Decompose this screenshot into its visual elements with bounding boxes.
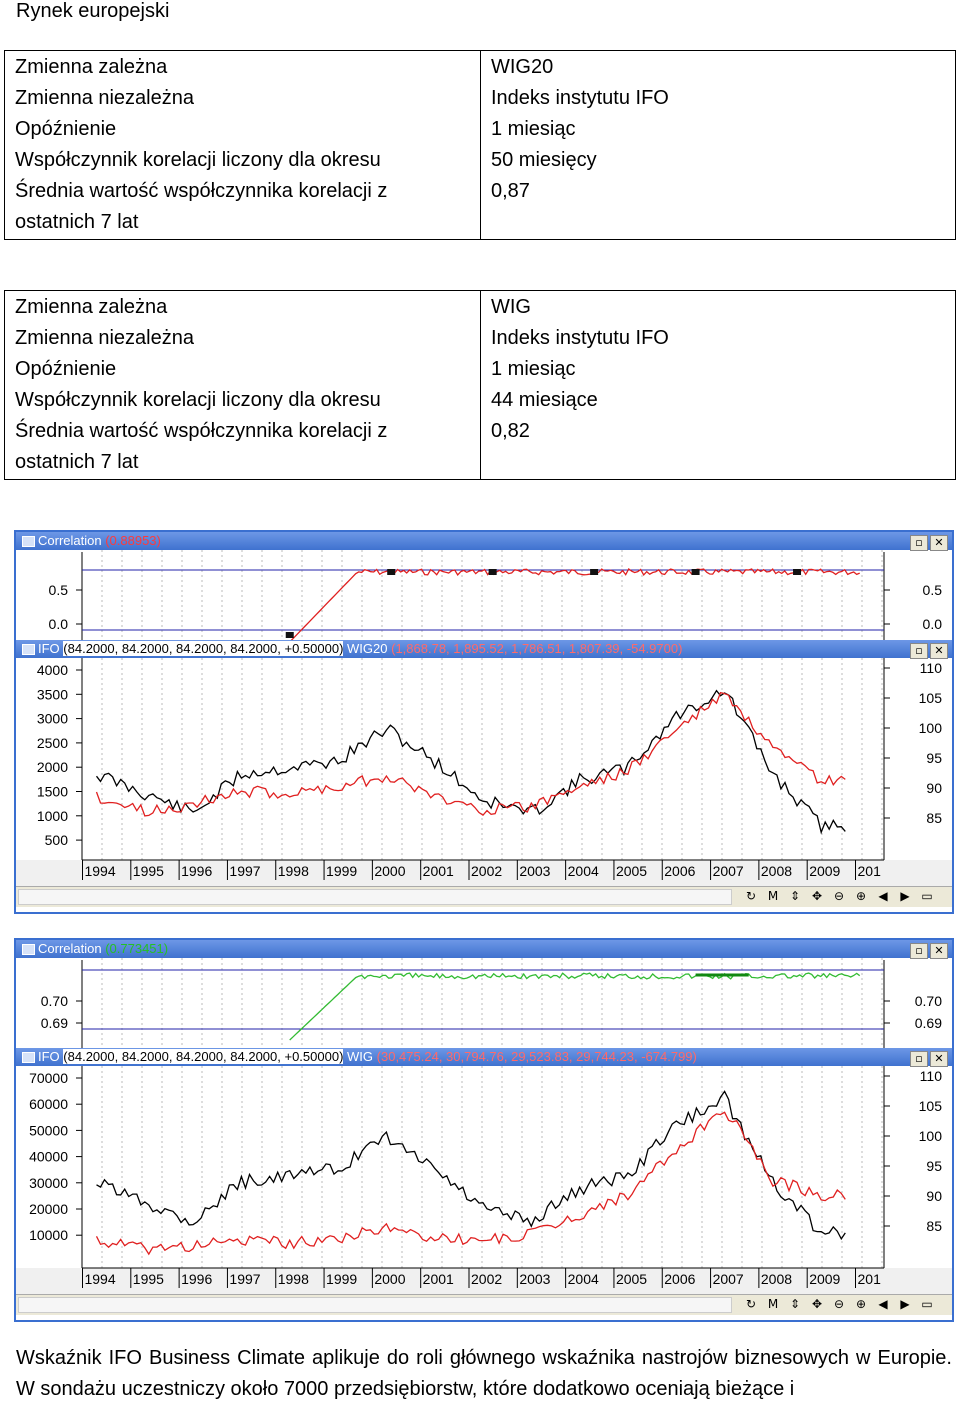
left-axis-tick: 1500 xyxy=(36,783,68,800)
key-independent: Zmienna niezależna xyxy=(15,87,194,109)
corr-value: (0.773451) xyxy=(105,941,169,956)
value-dependent: WIG xyxy=(491,296,531,318)
key-dependent: Zmienna zależna xyxy=(15,56,168,78)
year-label: 1998 xyxy=(277,1271,309,1287)
corr-marker xyxy=(590,569,598,575)
year-label: 2006 xyxy=(664,1271,696,1287)
refresh-icon[interactable]: ↻ xyxy=(745,1297,757,1311)
left-axis-tick: 40000 xyxy=(29,1148,68,1165)
params-values xyxy=(481,291,956,480)
updown-icon[interactable]: ⇕ xyxy=(789,1297,801,1311)
body-paragraph: Wskaźnik IFO Business Climate aplikuje do roli głównego wskaźnika nastrojów biznesowych w Europie. W sondażu uczestniczy około 7000 przedsiębiorstw, które dodatkowo oceniają bieżące i xyxy=(16,1347,952,1400)
year-label: 2007 xyxy=(712,1271,744,1287)
left-axis-tick: 2500 xyxy=(36,734,68,751)
corr-tick-right: 0.69 xyxy=(914,1015,942,1031)
correlation-pane-title xyxy=(16,532,952,550)
year-label: 2004 xyxy=(567,1271,599,1287)
price-plot xyxy=(16,658,952,886)
corr-marker xyxy=(692,569,700,575)
corr-background xyxy=(16,550,952,640)
year-label: 1996 xyxy=(181,1271,213,1287)
corr-tick-left: 0.0 xyxy=(48,616,68,632)
index-values: (1,868.78, 1,895.52, 1,786.51, 1,807.39, -54.9700) xyxy=(391,641,683,656)
horizontal-scrollbar[interactable] xyxy=(18,1297,732,1313)
value-lag: 1 miesiąc xyxy=(491,358,576,380)
year-label: 2000 xyxy=(374,1271,406,1287)
left-axis-tick: 10000 xyxy=(29,1227,68,1244)
horizontal-scrollbar[interactable] xyxy=(18,889,732,905)
corr-tick-left: 0.69 xyxy=(40,1015,68,1031)
m-icon[interactable]: M xyxy=(767,1297,779,1311)
restore-icon[interactable]: ▫ xyxy=(910,643,928,659)
params-keys xyxy=(5,51,481,240)
year-label: 1996 xyxy=(181,863,213,879)
pane-icon xyxy=(22,644,35,655)
correlation-plot xyxy=(16,958,952,1048)
corr-marker xyxy=(387,569,395,575)
page-heading: Rynek europejski xyxy=(16,0,170,22)
left-axis-tick: 70000 xyxy=(29,1070,68,1086)
year-label: 2009 xyxy=(809,1271,841,1287)
value-lag: 1 miesiąc xyxy=(491,118,576,140)
m-icon[interactable]: M xyxy=(767,889,779,903)
restore-icon[interactable]: ▫ xyxy=(910,535,928,551)
correlation-pane-title xyxy=(16,940,952,958)
chart-toolbar xyxy=(16,886,952,907)
index-label: WIG xyxy=(347,1049,374,1064)
corr-tick-right: 0.5 xyxy=(922,582,942,598)
next-icon[interactable]: ▶ xyxy=(900,889,910,903)
value-average: 0,87 xyxy=(491,180,530,202)
corr-value: (0.88953) xyxy=(105,533,161,548)
params-table-wig20 xyxy=(4,50,956,240)
right-axis-tick: 105 xyxy=(918,1098,942,1114)
year-label: 201 xyxy=(857,1271,881,1287)
zoom-in-icon[interactable]: ⊕ xyxy=(855,1297,867,1311)
params-keys xyxy=(5,291,481,480)
value-independent: Indeks instytutu IFO xyxy=(491,327,669,349)
year-label: 201 xyxy=(857,863,881,879)
year-label: 2000 xyxy=(374,863,406,879)
right-axis-tick: 100 xyxy=(918,720,942,736)
year-label: 1999 xyxy=(326,863,358,879)
params-values xyxy=(481,51,956,240)
move-icon[interactable]: ✥ xyxy=(811,1297,823,1311)
value-period: 44 miesiące xyxy=(491,389,598,411)
corr-title: Correlation xyxy=(38,941,102,956)
price-plot xyxy=(16,1066,952,1294)
key-period: Współczynnik korelacji liczony dla okresu xyxy=(15,389,381,411)
right-axis-tick: 85 xyxy=(926,810,942,826)
chart-window-wig20[interactable] xyxy=(14,530,954,914)
restore-icon[interactable]: ▫ xyxy=(910,943,928,959)
prev-icon[interactable]: ◀ xyxy=(878,889,888,903)
year-label: 2001 xyxy=(422,863,454,879)
year-label: 2004 xyxy=(567,863,599,879)
year-label: 2005 xyxy=(615,863,648,879)
right-axis-tick: 110 xyxy=(919,660,942,676)
year-label: 2002 xyxy=(471,863,503,879)
close-icon[interactable]: ✕ xyxy=(930,943,948,959)
year-label: 2003 xyxy=(519,1271,551,1287)
corr-marker xyxy=(286,632,294,638)
left-axis-tick: 3500 xyxy=(36,686,68,703)
year-label: 1999 xyxy=(326,1271,358,1287)
key-average: Średnia wartość współczynnika korelacji z ostatnich 7 lat xyxy=(15,180,388,233)
key-dependent: Zmienna zależna xyxy=(15,296,168,318)
ifo-label: IFO xyxy=(38,1049,60,1064)
zoom-in-icon[interactable]: ⊕ xyxy=(855,889,867,903)
prev-icon[interactable]: ◀ xyxy=(878,1297,888,1311)
right-axis-tick: 95 xyxy=(926,1158,942,1174)
ifo-label: IFO xyxy=(38,641,60,656)
ifo-values: (84.2000, 84.2000, 84.2000, 84.2000, +0.50000) xyxy=(63,1049,344,1064)
close-icon[interactable]: ✕ xyxy=(930,643,948,659)
right-axis-tick: 100 xyxy=(918,1128,942,1144)
left-axis-tick: 500 xyxy=(44,832,68,849)
move-icon[interactable]: ✥ xyxy=(811,889,823,903)
value-average: 0,82 xyxy=(491,420,530,442)
left-axis-tick: 20000 xyxy=(29,1201,68,1217)
key-period: Współczynnik korelacji liczony dla okresu xyxy=(15,149,381,171)
ifo-values: (84.2000, 84.2000, 84.2000, 84.2000, +0.50000) xyxy=(63,641,344,656)
corr-tick-right: 0.70 xyxy=(914,993,942,1009)
left-axis-tick: 50000 xyxy=(29,1122,68,1139)
corr-title: Correlation xyxy=(38,533,102,548)
right-axis-tick: 85 xyxy=(926,1218,942,1234)
right-axis-tick: 105 xyxy=(918,690,942,706)
left-axis-tick: 3000 xyxy=(36,710,68,727)
pane-icon xyxy=(22,944,35,955)
corr-background xyxy=(16,958,952,1048)
year-label: 1997 xyxy=(229,863,261,879)
key-average: Średnia wartość współczynnika korelacji z ostatnich 7 lat xyxy=(15,420,388,473)
left-axis-tick: 2000 xyxy=(36,759,68,776)
correlation-plot xyxy=(16,550,952,640)
right-axis-tick: 90 xyxy=(926,1188,942,1204)
zoom-out-icon[interactable]: ⊖ xyxy=(833,1297,845,1311)
chart-window-wig[interactable] xyxy=(14,938,954,1322)
year-label: 2009 xyxy=(809,863,841,879)
pane-icon xyxy=(22,536,35,547)
year-label: 1998 xyxy=(277,863,309,879)
next-icon[interactable]: ▶ xyxy=(900,1297,910,1311)
year-label: 2003 xyxy=(519,863,551,879)
year-label: 2008 xyxy=(760,863,793,879)
updown-icon[interactable]: ⇕ xyxy=(789,889,801,903)
left-axis-tick: 60000 xyxy=(29,1096,68,1113)
value-period: 50 miesięcy xyxy=(491,149,597,171)
year-label: 1995 xyxy=(132,1271,164,1287)
params-table-wig xyxy=(4,290,956,480)
left-axis-tick: 1000 xyxy=(36,807,68,824)
year-label: 2001 xyxy=(422,1271,454,1287)
restore-icon[interactable]: ▫ xyxy=(910,1051,928,1067)
corr-tick-left: 0.70 xyxy=(40,993,68,1009)
main-background xyxy=(16,658,952,886)
right-axis-tick: 110 xyxy=(919,1068,942,1084)
right-axis-tick: 90 xyxy=(926,780,942,796)
main-background xyxy=(16,1066,952,1294)
year-label: 2007 xyxy=(712,863,744,879)
pane-icon xyxy=(22,1052,35,1063)
index-values: (30,475.24, 30,794.76, 29,523.83, 29,744.23, -674.799) xyxy=(376,1049,697,1064)
refresh-icon[interactable]: ↻ xyxy=(745,889,757,903)
price-pane-title xyxy=(16,1048,952,1066)
value-independent: Indeks instytutu IFO xyxy=(491,87,669,109)
year-label: 2002 xyxy=(471,1271,503,1287)
year-label: 2008 xyxy=(760,1271,793,1287)
corr-tick-left: 0.5 xyxy=(48,582,68,598)
price-pane-title xyxy=(16,640,952,658)
key-lag: Opóźnienie xyxy=(15,358,117,380)
value-dependent: WIG20 xyxy=(491,56,554,78)
key-lag: Opóźnienie xyxy=(15,118,117,140)
right-axis-tick: 95 xyxy=(926,750,942,766)
year-label: 1994 xyxy=(84,863,116,879)
year-label: 1995 xyxy=(132,863,164,879)
year-label: 1994 xyxy=(84,1271,116,1287)
corr-tick-right: 0.0 xyxy=(922,616,942,632)
corr-marker xyxy=(489,569,497,575)
window-icon[interactable]: ▭ xyxy=(921,889,933,903)
index-label: WIG20 xyxy=(347,641,388,656)
window-icon[interactable]: ▭ xyxy=(921,1297,933,1311)
left-axis-tick: 4000 xyxy=(36,662,68,678)
year-label: 1997 xyxy=(229,1271,261,1287)
close-icon[interactable]: ✕ xyxy=(930,535,948,551)
chart-toolbar xyxy=(16,1294,952,1315)
zoom-out-icon[interactable]: ⊖ xyxy=(833,889,845,903)
key-independent: Zmienna niezależna xyxy=(15,327,194,349)
left-axis-tick: 30000 xyxy=(29,1174,68,1191)
close-icon[interactable]: ✕ xyxy=(930,1051,948,1067)
corr-marker xyxy=(793,569,801,575)
year-label: 2005 xyxy=(615,1271,648,1287)
year-label: 2006 xyxy=(664,863,696,879)
